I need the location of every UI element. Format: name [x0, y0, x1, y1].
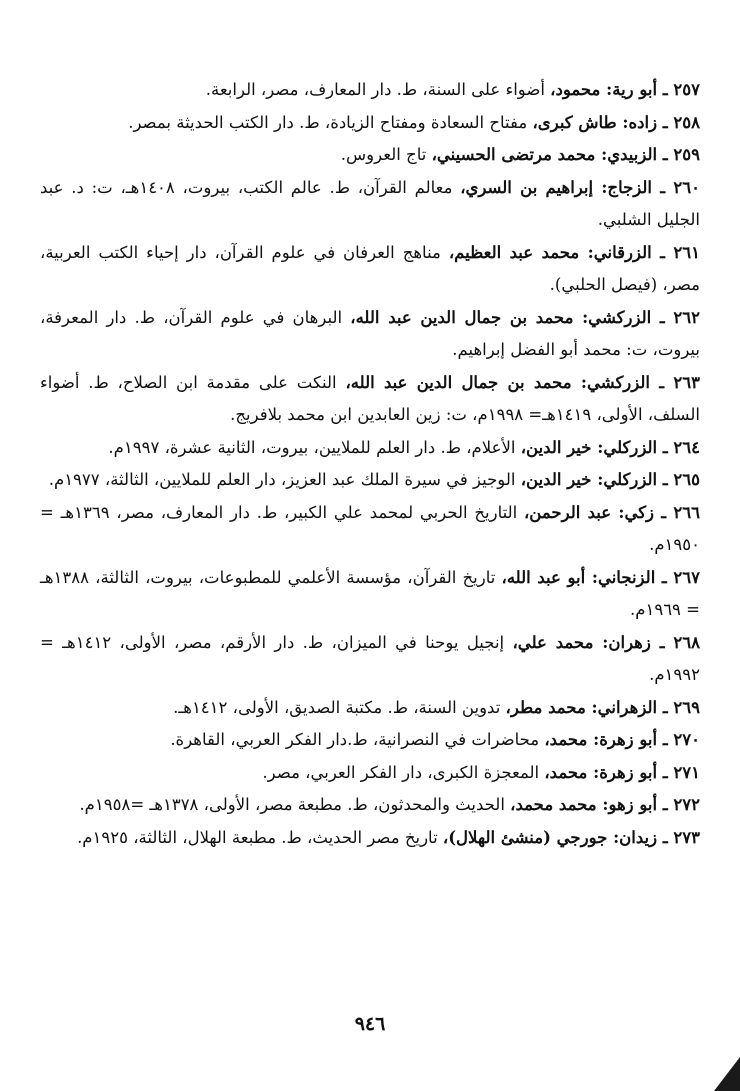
bibliography-entry: ٢٦٧ ـ الزنجاني: أبو عبد الله، تاريخ القرآن، مؤسسة الأعلمي للمطبوعات، بيروت، الثالثة، ١٣٨٨هـ = ١٩٦٩م. [40, 567, 700, 619]
entry-author: الزركلي: خير الدين، [520, 437, 658, 457]
bibliography-entry: ٢٦٤ ـ الزركلي: خير الدين، الأعلام، ط. دار العلم للملايين، بيروت، الثانية عشرة، ١٩٩٧م. [108, 437, 700, 457]
entry-author: الزجاج: إبراهيم بن السري، [460, 177, 653, 197]
entry-text: تاريخ مصر الحديث، ط. مطبعة الهلال، الثالثة، ١٩٢٥م. [77, 827, 443, 847]
entry-number: ٢٥٩ [673, 145, 700, 164]
entry-number: ٢٦٤ [673, 437, 700, 457]
bibliography-entry: ٢٦٢ ـ الزركشي: محمد بن جمال الدين عبد الله، البرهان في علوم القرآن، ط. دار المعرفة، بيروت، ت: محمد أبو الفضل إبراهيم. [40, 307, 700, 359]
entry-text: تدوين السنة، ط. مكتبة الصديق، الأولى، ١٤١٢هـ. [173, 697, 506, 717]
entry-author: الزبيدي: محمد مرتضى الحسيني، [431, 145, 658, 164]
entry-number: ٢٦١ [673, 242, 701, 262]
entry-number: ٢٥٧ [673, 80, 700, 99]
entry-text: تاريخ القرآن، مؤسسة الأعلمي للمطبوعات، بيروت، الثالثة، ١٣٨٨هـ = ١٩٦٩م. [40, 567, 700, 619]
entry-author: الزركشي: محمد بن جمال الدين عبد الله، [345, 372, 650, 392]
bibliography-entry: ٢٧٢ ـ أبو زهو: محمد محمد، الحديث والمحدثون، ط. مطبعة مصر، الأولى، ١٣٧٨هـ =١٩٥٨م. [79, 795, 700, 814]
entry-number: ٢٦٨ [673, 632, 700, 652]
entry-author: أبو زهو: محمد محمد، [510, 795, 658, 814]
entry-author: الزهراني: محمد مطر، [505, 697, 658, 717]
bibliography-entry: ٢٦١ ـ الزرقاني: محمد عبد العظيم، مناهج العرفان في علوم القرآن، دار إحياء الكتب العربية، مصر، (فيصل الحلبي). [40, 242, 701, 294]
entry-number: ٢٦٢ [673, 307, 700, 327]
entry-author: زاده: طاش كبرى، [532, 112, 658, 132]
entry-text: محاضرات في النصرانية، ط.دار الفكر العربي، القاهرة. [170, 730, 545, 749]
bibliography-entry: ٢٦٩ ـ الزهراني: محمد مطر، تدوين السنة، ط. مكتبة الصديق، الأولى، ١٤١٢هـ. [173, 697, 700, 717]
entry-text: معالم القرآن، ط. عالم الكتب، بيروت، ١٤٠٨هـ، ت: د. عبد الجليل الشلبي. [40, 177, 700, 229]
entry-number: ٢٧٢ [673, 795, 700, 814]
entry-text: مناهج العرفان في علوم القرآن، دار إحياء الكتب العربية، مصر، (فيصل الحلبي). [40, 242, 700, 294]
entry-text: إنجيل يوحنا في الميزان، ط. دار الأرقم، مصر، الأولى، ١٤١٢هـ = ١٩٩٢م. [40, 632, 700, 684]
bibliography-list [40, 74, 700, 854]
entry-number: ٢٧٠ [673, 730, 700, 749]
entry-number: ٢٧٣ [673, 827, 700, 847]
bibliography-entry: ٢٧٠ ـ أبو زهرة: محمد، محاضرات في النصرانية، ط.دار الفكر العربي، القاهرة. [170, 730, 700, 749]
entry-author: الزرقاني: محمد عبد العظيم، [448, 242, 652, 262]
entry-number: ٢٦٧ [673, 567, 700, 587]
entry-number: ٢٦٩ [673, 697, 700, 717]
bibliography-entry: ٢٦٨ ـ زهران: محمد علي، إنجيل يوحنا في الميزان، ط. دار الأرقم، مصر، الأولى، ١٤١٢هـ = ١٩٩٢م. [40, 632, 700, 684]
entry-author: زهران: محمد علي، [512, 632, 651, 652]
entry-text: المعجزة الكبرى، دار الفكر العربي، مصر. [262, 762, 545, 782]
bibliography-entry: ٢٦٠ ـ الزجاج: إبراهيم بن السري، معالم القرآن، ط. عالم الكتب، بيروت، ١٤٠٨هـ، ت: د. عبد الجليل الشلبي. [40, 177, 700, 229]
entry-author: الزركلي: خير الدين، [520, 470, 658, 489]
bibliography-entry: ٢٧٣ ـ زيدان: جورجي (منشئ الهلال)، تاريخ مصر الحديث، ط. مطبعة الهلال، الثالثة، ١٩٢٥م. [77, 827, 700, 847]
entry-number: ٢٥٨ [673, 112, 700, 132]
bibliography-entry: ٢٦٣ ـ الزركشي: محمد بن جمال الدين عبد الله، النكت على مقدمة ابن الصلاح، ط. أضواء السلف، الأولى، ١٤١٩هـ= ١٩٩٨م، ت: زين العابدين ابن محمد بلافريج. [40, 372, 700, 424]
entry-author: الزركشي: محمد بن جمال الدين عبد الله، [350, 307, 652, 327]
bibliography-entry: ٢٦٦ ـ زكي: عبد الرحمن، التاريخ الحربي لمحمد علي الكبير، ط. دار المعارف، مصر، ١٣٦٩هـ = ١٩٥٠م. [40, 502, 701, 554]
entry-text: مفتاح السعادة ومفتاح الزيادة، ط. دار الكتب الحديثة بمصر. [128, 112, 533, 132]
entry-author: أبو زهرة: محمد، [544, 730, 658, 749]
bibliography-entry: ٢٥٧ ـ أبو رية: محمود، أضواء على السنة، ط. دار المعارف، مصر، الرابعة. [205, 80, 700, 99]
entry-author: أبو زهرة: محمد، [544, 762, 658, 782]
entry-author: أبو رية: محمود، [550, 80, 658, 99]
page-number: ٩٤٦ [354, 1013, 386, 1035]
bibliography-entry: ٢٦٥ ـ الزركلي: خير الدين، الوجيز في سيرة الملك عبد العزيز، دار العلم للملايين، الثالثة، ١٩٧٧م. [48, 470, 700, 489]
entry-text: البرهان في علوم القرآن، ط. دار المعرفة، بيروت، ت: محمد أبو الفضل إبراهيم. [40, 307, 700, 359]
entry-text: الأعلام، ط. دار العلم للملايين، بيروت، الثانية عشرة، ١٩٩٧م. [108, 437, 521, 457]
bibliography-entry: ٢٥٨ ـ زاده: طاش كبرى، مفتاح السعادة ومفتاح الزيادة، ط. دار الكتب الحديثة بمصر. [128, 112, 700, 132]
entry-text: تاج العروس. [340, 145, 432, 164]
entry-text: التاريخ الحربي لمحمد علي الكبير، ط. دار المعارف، مصر، ١٣٦٩هـ = ١٩٥٠م. [40, 502, 700, 554]
entry-number: ٢٧١ [673, 762, 700, 782]
page-corner-mark [714, 1057, 740, 1091]
entry-text: النكت على مقدمة ابن الصلاح، ط. أضواء السلف، الأولى، ١٤١٩هـ= ١٩٩٨م، ت: زين العابدين ابن محمد بلافريج. [40, 372, 700, 424]
entry-number: ٢٦٦ [673, 502, 701, 522]
entry-text: الحديث والمحدثون، ط. مطبعة مصر، الأولى، ١٣٧٨هـ =١٩٥٨م. [79, 795, 511, 814]
entry-text: أضواء على السنة، ط. دار المعارف، مصر، الرابعة. [205, 80, 551, 99]
entry-author: زكي: عبد الرحمن، [523, 502, 655, 522]
entry-number: ٢٦٥ [673, 470, 700, 489]
bibliography-entry: ٢٥٩ ـ الزبيدي: محمد مرتضى الحسيني، تاج العروس. [340, 145, 700, 164]
bibliography-entry: ٢٧١ ـ أبو زهرة: محمد، المعجزة الكبرى، دار الفكر العربي، مصر. [262, 762, 700, 782]
entry-number: ٢٦٣ [673, 372, 700, 392]
entry-number: ٢٦٠ [673, 177, 700, 197]
entry-author: الزنجاني: أبو عبد الله، [501, 567, 656, 587]
entry-author: زيدان: جورجي (منشئ الهلال)، [442, 827, 658, 847]
entry-text: الوجيز في سيرة الملك عبد العزيز، دار العلم للملايين، الثالثة، ١٩٧٧م. [48, 470, 521, 489]
